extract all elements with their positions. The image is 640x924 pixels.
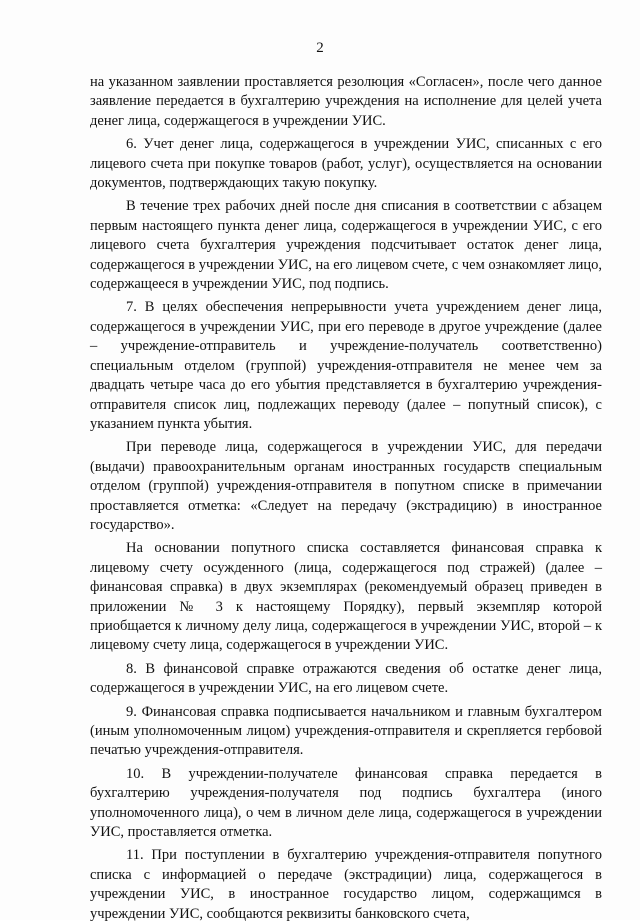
paragraph-10: 11. При поступлении в бухгалтерию учреждения-отправителя попутного списка с информацией о передаче (экстрадиции) лица, содержащегося в учреждении УИС, в иностранное государство лицом, содержащимся в учреждении УИС, сообщаются реквизиты банковского счета, — [90, 847, 602, 922]
paragraph-7: 8. В финансовой справке отражаются сведения об остатке денег лица, содержащегося в учреждении УИС, на его лицевом счете. — [90, 660, 602, 697]
document-body — [90, 73, 602, 924]
paragraph-4: 7. В целях обеспечения непрерывности учета учреждением денег лица, содержащегося в учреждении УИС, при его переводе в другое учреждение (далее – учреждение-отправитель и учреждение-получатель соответственно) специальным отделом (группой) учреждения-отправителя не менее чем за двадцать четыре часа до его убытия представляется в бухгалтерию учреждения-отправителя список лиц, подлежащих переводу (далее – попутный список), с указанием пункта убытия. — [90, 299, 602, 432]
paragraph-3: В течение трех рабочих дней после дня списания в соответствии с абзацем первым настоящего пункта денег лица, содержащегося в учреждении УИС, с его лицевого счета бухгалтерия учреждения подсчитывает остаток денег лица, содержащегося в учреждении УИС, на его лицевом счете, с чем ознакомляет лицо, содержащееся в учреждении УИС, под подпись. — [90, 198, 602, 293]
paragraph-2: 6. Учет денег лица, содержащегося в учреждении УИС, списанных с его лицевого счета при покупке товаров (работ, услуг), осуществляется на основании документов, подтверждающих такую покупку. — [90, 136, 602, 192]
page-number: 2 — [316, 40, 324, 56]
paragraph-8: 9. Финансовая справка подписывается начальником и главным бухгалтером (иным уполномоченным лицом) учреждения-отправителя и скрепляется гербовой печатью учреждения-отправителя. — [90, 703, 602, 759]
paragraph-6: На основании попутного списка составляется финансовая справка к лицевому счету осужденного (лица, содержащегося под стражей) (далее – финансовая справка) в двух экземплярах (рекомендуемый образец приведен в приложении № 3 к настоящему Порядку), первый экземпляр которой приобщается к личному делу лица, содержащегося в учреждении УИС, второй – к лицевому счету лица, содержащегося в учреждении УИС. — [90, 540, 602, 654]
paragraph-1: на указанном заявлении проставляется резолюция «Согласен», после чего данное заявление передается в бухгалтерию учреждения на исполнение для целей учета денег лица, содержащегося в учреждении УИС. — [90, 74, 602, 129]
paragraph-9: 10. В учреждении-получателе финансовая справка передается в бухгалтерию учреждения-получателя под подпись бухгалтера (иного уполномоченного лица), о чем в личном деле лица, содержащегося в учреждении УИС, проставляется отметка. — [90, 765, 602, 841]
paragraph-5: При переводе лица, содержащегося в учреждении УИС, для передачи (выдачи) правоохранительным органам иностранных государств специальным отделом (группой) учреждения-отправителя в попутном списке в примечании проставляется отметка: «Следует на передачу (экстрадицию) в иностранное государство». — [90, 439, 602, 533]
